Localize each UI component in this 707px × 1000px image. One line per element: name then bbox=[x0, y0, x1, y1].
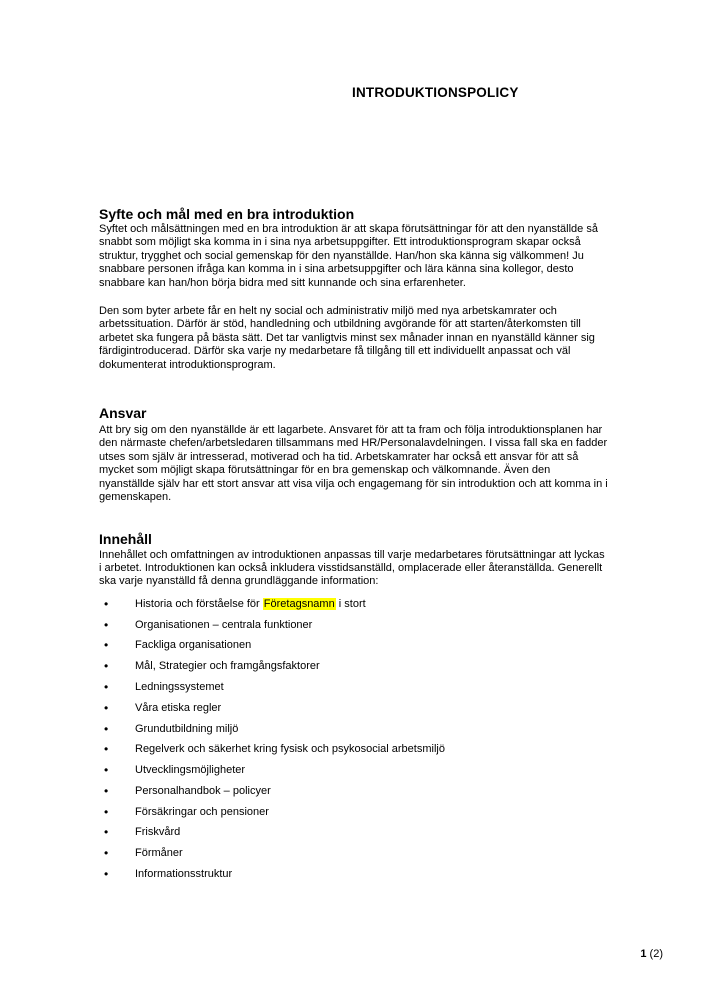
list-item: • Friskvård bbox=[99, 826, 608, 839]
list-item: • Personalhandbok – policyer bbox=[99, 785, 608, 798]
list-item: • Regelverk och säkerhet kring fysisk och psykosocial arbetsmiljö bbox=[99, 743, 608, 756]
list-item-text: Historia och förståelse för bbox=[135, 597, 263, 610]
list-item: • Utvecklingsmöjligheter bbox=[99, 764, 608, 777]
paragraph: Syftet och målsättningen med en bra introduktion är att skapa förutsättningar för att den nyanställde så snabbt som möjligt ska komma in i sina nya arbetsuppgifter. Ett introduktionsprogram skapar också struktur, trygghet och social gemenskap för den nyanställde. Han/hon ska känna sig välkommen! Ju snabbare personen ifråga kan komma in i sina arbetsuppgifter och lära känna sina kollegor, desto snabbare kan han/hon börja bidra med sitt kunnande och sina erfarenheter. bbox=[99, 223, 598, 289]
page-number-total: (2) bbox=[649, 948, 663, 960]
section-syfte bbox=[99, 206, 608, 372]
highlighted-company-name: Företagsnamn bbox=[263, 597, 335, 610]
document-content bbox=[99, 206, 608, 881]
paragraph: Den som byter arbete får en helt ny social och administrativ miljö med nya arbetskamrater och arbetssituation. Därför är stöd, handledning och utbildning avgörande för att starten/återkomsten till arbetet ska fungera på bästa sätt. Det tar vanligtvis minst sex månader innan en nyanställd känner sig färdigintroducerad. Därför ska varje ny medarbetare få tillgång till ett individuellt anpassat och väl dokumenterat introduktionsprogram. bbox=[99, 305, 595, 371]
list-item: • Organisationen – centrala funktioner bbox=[99, 619, 608, 632]
bullet-list bbox=[99, 598, 608, 882]
document-title: INTRODUKTIONSPOLICY bbox=[352, 85, 519, 100]
list-item-text: i stort bbox=[335, 597, 366, 610]
list-item: • Grundutbildning miljö bbox=[99, 723, 608, 736]
list-item: • Fackliga organisationen bbox=[99, 639, 608, 652]
list-item: • Mål, Strategier och framgångsfaktorer bbox=[99, 660, 608, 673]
list-item bbox=[99, 598, 608, 611]
paragraph: Att bry sig om den nyanställde är ett lagarbete. Ansvaret för att ta fram och följa introduktionsplanen har den närmaste chefen/arbetsledaren tillsammans med HR/Personalavdelningen. I vissa fall ska en fadder utses som själv är intresserad, motiverad och ha tid. Arbetskamrater har också ett ansvar för att så mycket som möjligt skapa förutsättningar för en bra gemenskap och välkomnande. Även den nyanställde själv har ett stort ansvar att visa vilja och engagemang för sin introduktion och att komma in i gemenskapen. bbox=[99, 424, 608, 504]
list-item: • Informationsstruktur bbox=[99, 868, 608, 881]
paragraph: Innehållet och omfattningen av introduktionen anpassas till varje medarbetares förutsättningar att lyckas i arbetet. Introduktionen kan också inkludera visstidsanställd, omplacerade eller återanställda. Generellt ska varje nyanställd få denna grundläggande information: bbox=[99, 548, 605, 588]
section-heading-syfte: Syfte och mål med en bra introduktion bbox=[99, 206, 355, 222]
section-ansvar bbox=[99, 405, 608, 504]
section-heading-ansvar: Ansvar bbox=[99, 405, 147, 422]
list-item: • Ledningssystemet bbox=[99, 681, 608, 694]
page-number-current: 1 bbox=[640, 948, 647, 960]
list-item: • Förmåner bbox=[99, 847, 608, 860]
section-innehall bbox=[99, 531, 608, 882]
list-item: • Försäkringar och pensioner bbox=[99, 806, 608, 819]
page-number bbox=[640, 948, 663, 961]
section-heading-innehall: Innehåll bbox=[99, 530, 152, 547]
list-item: • Våra etiska regler bbox=[99, 702, 608, 715]
